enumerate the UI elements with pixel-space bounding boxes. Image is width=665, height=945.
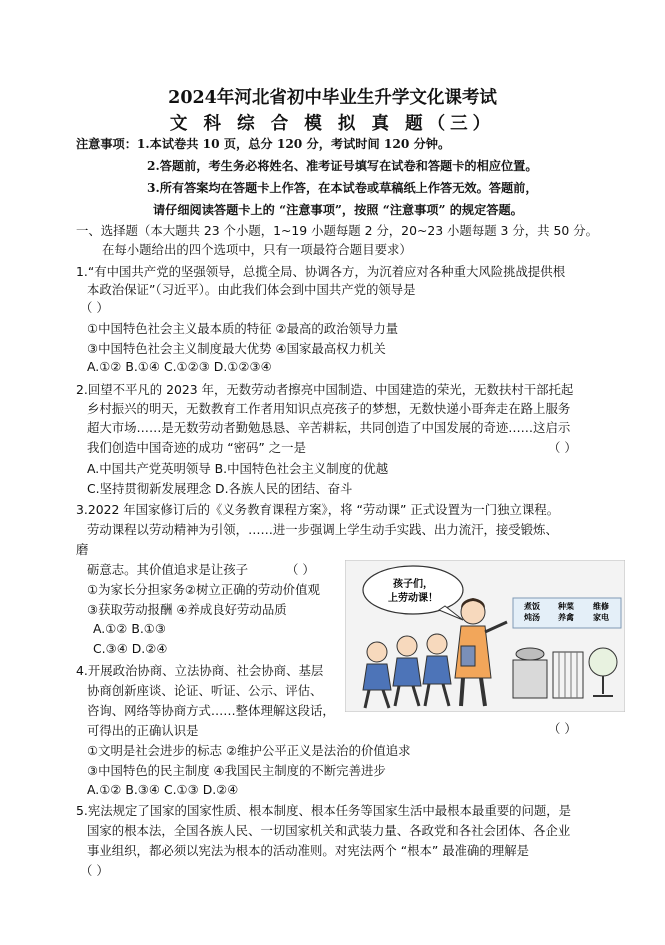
question-text: 咨询、网络等协商方式……整体理解这段话， — [87, 703, 335, 718]
question-text: 1.“有中国共产党的坚强领导，总揽全局、协调各方，为沉着应对各种重大风险挑战提供根 — [76, 264, 566, 279]
speech-line-1: 孩子们， — [393, 579, 433, 590]
option-line: A.中国共产党英明领导 B.中国特色社会主义制度的优越 — [87, 461, 389, 476]
speech-bubble — [363, 566, 463, 614]
question-text: 劳动课程以劳动精神为引领，……进一步强调上学生动手实践、出力流汗，接受锻炼、 — [87, 522, 558, 537]
section-heading: 一、选择题（本大题共 23 个小题，1~19 小题每题 2 分，20~23 小题每题 3 分，共 50 分。 — [76, 223, 598, 238]
question-text: 可得出的正确认识是 — [87, 723, 199, 738]
exam-subtitle: 文 科 综 合 模 拟 真 题（三） — [169, 114, 496, 134]
question-text: 3.2022 年国家修订后的《义务教育课程方案》，将 “劳动课” 正式设置为一门独立课程。 — [76, 502, 560, 517]
sign-farm-line1: 种菜 — [558, 602, 574, 611]
question-text: 2.回望不平凡的 2023 年，无数劳动者擦亮中国制造、中国建造的荣光，无数扶村干部托起 — [76, 382, 574, 397]
question-text: 超大市场……是无数劳动者勤勉恳恳、辛苦耕耘，共同创造了中国发展的奇迹……这启示 — [87, 420, 571, 435]
question-text: 事业组织，都必须以宪法为根本的活动准则。对宪法两个 “根本” 最准确的理解是 — [87, 843, 529, 858]
sign-repair-line2: 家电 — [593, 613, 609, 622]
question-text: 砺意志。其价值追求是让孩子 — [87, 562, 249, 577]
question-text: 5.宪法规定了国家的国家性质、根本制度、根本任务等国家生活中最根本最重要的问题，是 — [76, 803, 572, 818]
answer-bracket: （ ） — [548, 721, 577, 736]
answer-choices: A.①② B.③④ C.①③ D.②④ — [87, 782, 239, 797]
sign-cook-line2: 炖汤 — [524, 613, 540, 622]
answer-bracket: （ ） — [548, 440, 577, 455]
option-line: ③获取劳动报酬 ④养成良好劳动品质 — [87, 602, 287, 617]
fan — [589, 648, 617, 676]
answer-choices: C.③④ D.②④ — [93, 641, 168, 656]
sign-repair-line1: 维修 — [593, 602, 609, 611]
question-text: 乡村振兴的明天，无数教育工作者用知识点亮孩子的梦想，无数快递小哥奔走在路上服务 — [87, 401, 571, 416]
stove — [513, 660, 547, 698]
question-text: 本政治保证”（习近平）。由此我们体会到中国共产党的领导是 — [87, 282, 416, 297]
question-text: 协商创新座谈、论证、听证、公示、评估、 — [87, 683, 323, 698]
question-text: 4.开展政治协商、立法协商、社会协商、基层 — [76, 663, 324, 678]
labor-class-illustration — [345, 560, 625, 712]
question-text: 国家的根本法，全国各族人民、一切国家机关和武装力量、各政党和各社会团体、各企业 — [87, 823, 571, 838]
sign-farm-line2: 养禽 — [558, 613, 574, 622]
answer-choices: A.①② B.①③ — [93, 621, 167, 636]
option-line: ①中国特色社会主义最本质的特征 ②最高的政治领导力量 — [87, 321, 399, 336]
option-line: ①为家长分担家务②树立正确的劳动价值观 — [87, 582, 320, 597]
option-line: ①文明是社会进步的标志 ②维护公平正义是法治的价值追求 — [87, 743, 411, 758]
speech-line-2: 上劳动课！ — [388, 593, 438, 604]
answer-choices: A.①② B.①④ C.①②③ D.①②③④ — [87, 359, 272, 374]
section-instruction: 在每小题给出的四个选项中，只有一项最符合题目要求） — [102, 242, 412, 257]
option-line: ③中国特色社会主义制度最大优势 ④国家最高权力机关 — [87, 341, 386, 356]
notice-line-3: 3.所有答案均在答题卡上作答，在本试卷或草稿纸上作答无效。答题前， — [147, 181, 538, 195]
option-line: C.坚持贯彻新发展理念 D.各族人民的团结、奋斗 — [87, 481, 353, 496]
answer-bracket: （ ） — [286, 562, 315, 577]
question-text: 磨 — [76, 542, 89, 557]
answer-bracket: （ ） — [80, 300, 109, 315]
sign-cook-line1: 煮饭 — [524, 602, 540, 611]
notice-line-4: 请仔细阅读答题卡上的 “注意事项”，按照 “注意事项” 的规定答题。 — [153, 203, 523, 217]
option-line: ③中国特色的民主制度 ④我国民主制度的不断完善进步 — [87, 763, 386, 778]
notice-line-1: 注意事项：1.本试卷共 10 页，总分 120 分，考试时间 120 分钟。 — [76, 137, 451, 151]
question-text: 我们创造中国奇迹的成功 “密码” 之一是 — [87, 440, 306, 455]
answer-bracket: （ ） — [80, 863, 109, 878]
notice-line-2: 2.答题前，考生务必将姓名、准考证号填写在试卷和答题卡的相应位置。 — [147, 159, 538, 173]
exam-title: 2024年河北省初中毕业生升学文化课考试 — [168, 88, 497, 108]
